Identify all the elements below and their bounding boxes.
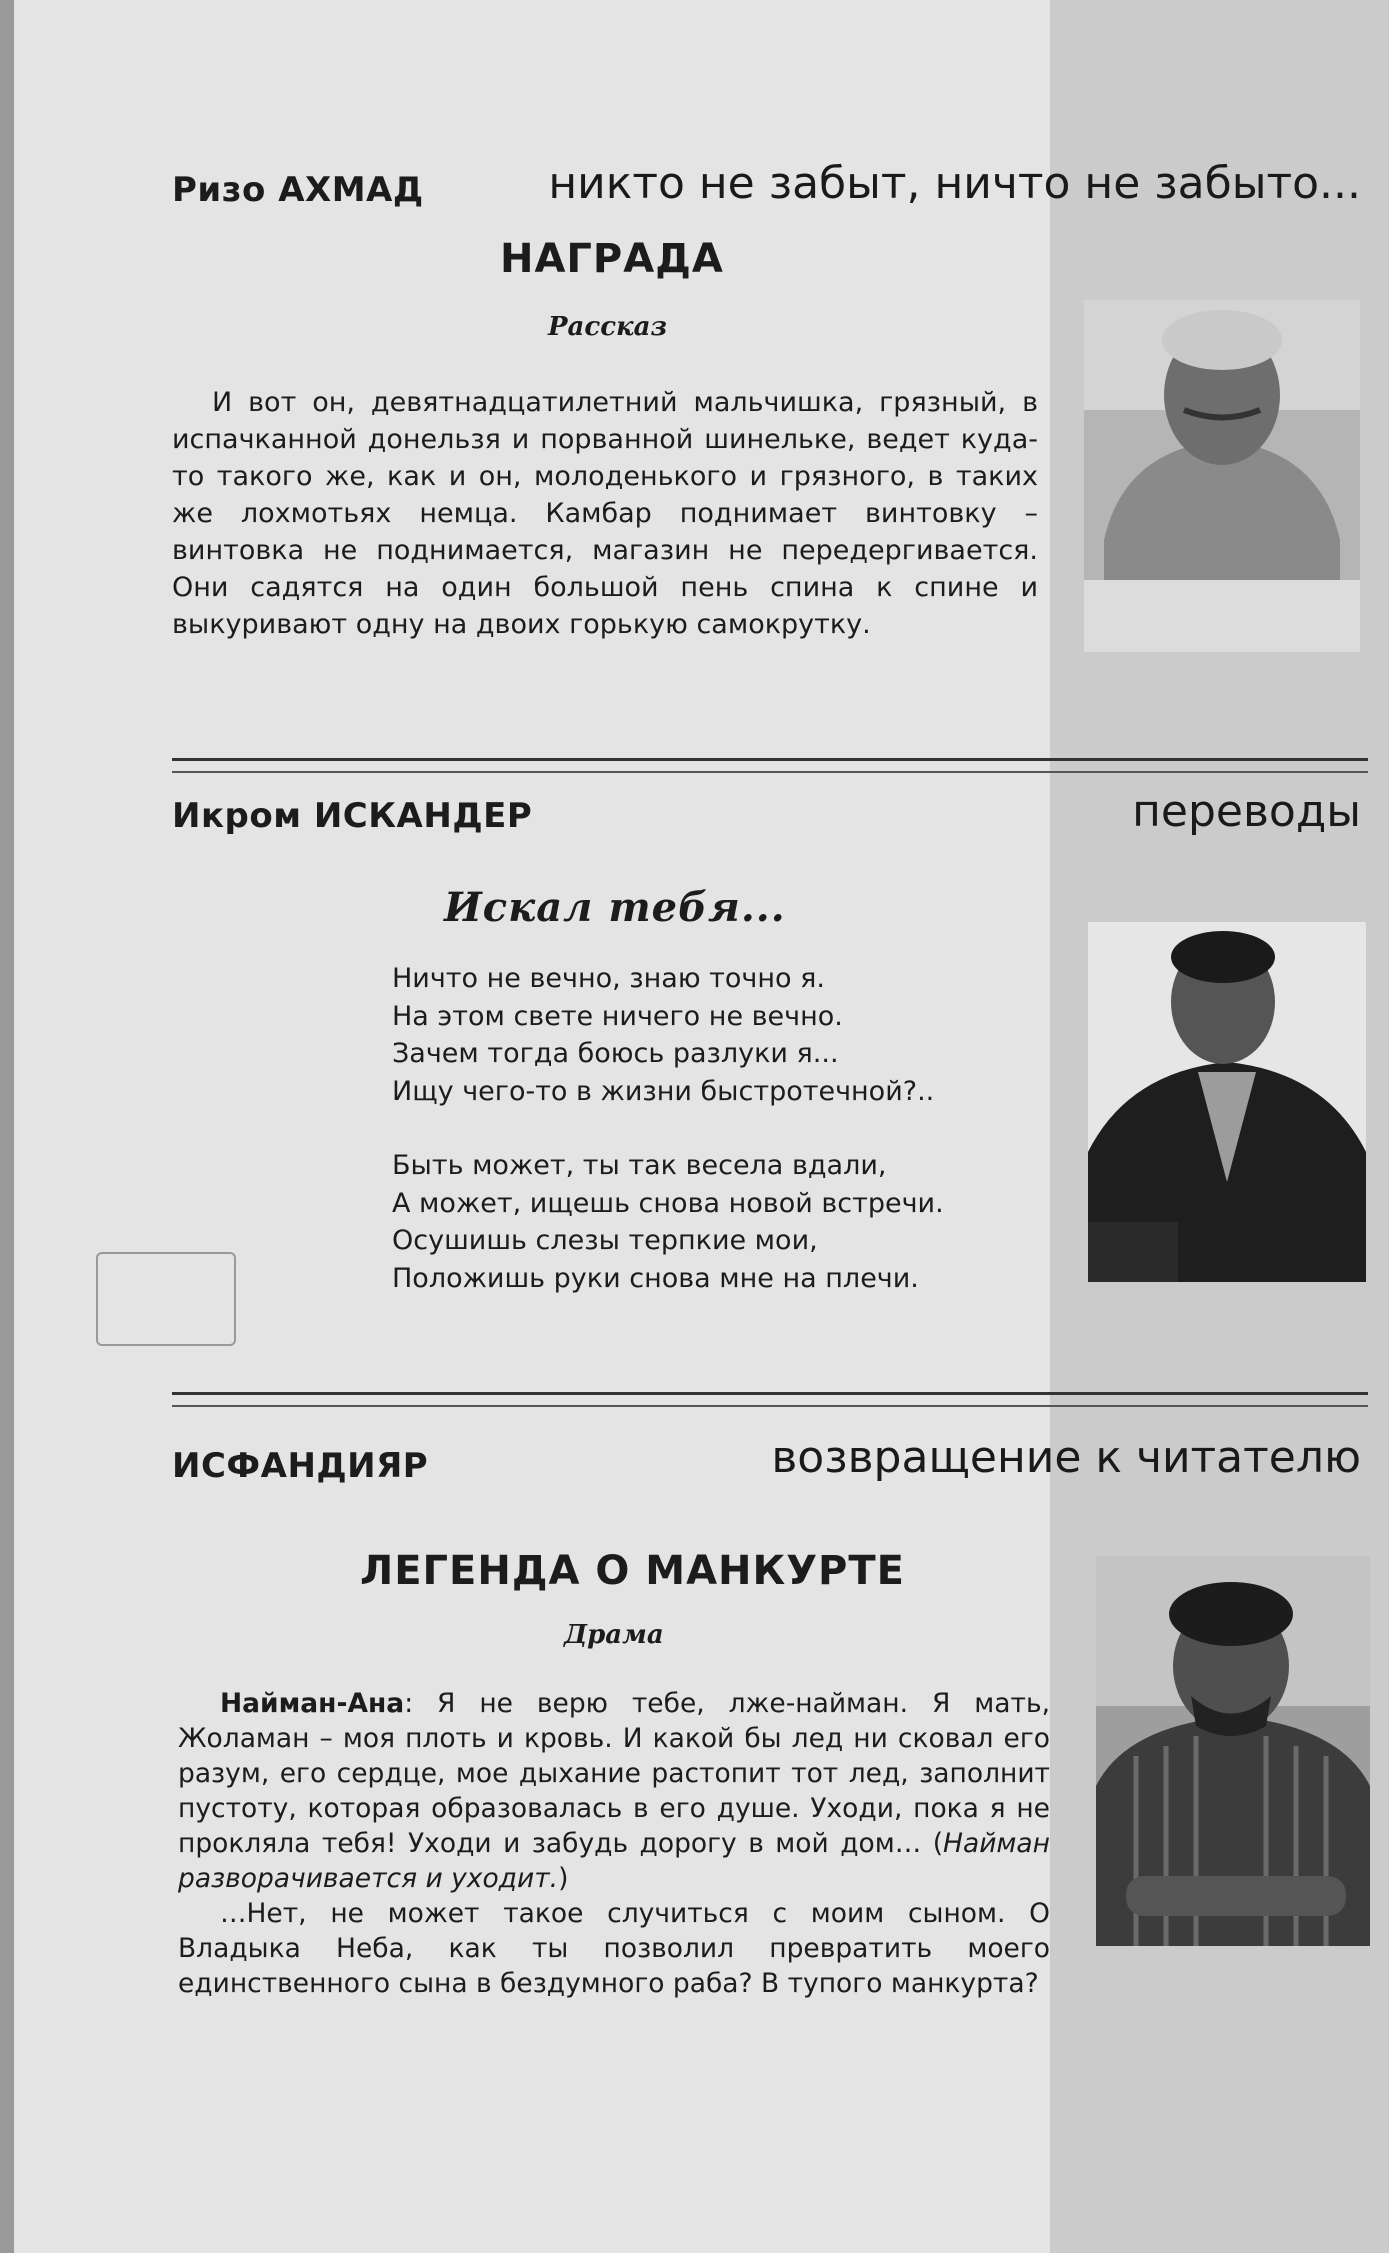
- poem-line: Зачем тогда боюсь разлуки я...: [392, 1038, 839, 1069]
- poem-line: Быть может, ты так весела вдали,: [392, 1150, 887, 1181]
- story-title: НАГРАДА: [500, 236, 724, 282]
- genre-label: Драма: [564, 1620, 664, 1650]
- author-name: Ризо АХМАД: [172, 170, 424, 210]
- stage-direction: Найман разворачивается и уходит.: [178, 1828, 1050, 1894]
- author-name: ИСФАНДИЯР: [172, 1446, 429, 1486]
- poem-line: А может, ищешь снова новой встречи.: [392, 1187, 944, 1219]
- rubric-heading: переводы: [1132, 786, 1361, 837]
- stanza-gap: [392, 1110, 944, 1147]
- poem-line: На этом свете ничего не вечно.: [392, 1000, 843, 1032]
- drama-excerpt: [178, 1686, 1050, 2001]
- author-name: Икром ИСКАНДЕР: [172, 796, 533, 836]
- portrait-illustration: [1096, 1556, 1370, 1946]
- author-photo: [1096, 1556, 1370, 1946]
- section-divider: [172, 758, 1368, 773]
- poem-line: Осушишь слезы терпкие мои,: [392, 1225, 818, 1256]
- author-photo: [1088, 922, 1366, 1282]
- genre-label: Рассказ: [548, 312, 668, 342]
- rubric-heading: возвращение к читателю: [771, 1432, 1361, 1483]
- poem-line: Ищу чего-то в жизни быстротечной?..: [392, 1075, 935, 1107]
- library-stamp: [96, 1252, 236, 1346]
- poem-line: Положишь руки снова мне на плечи.: [392, 1262, 919, 1294]
- continuation-paragraph: …Нет, не может такое случиться с моим сыном. О Владыка Неба, как ты позволил превратить моего единственного сына в бездумного раба? В тупого манкурта?: [178, 1898, 1050, 1999]
- section-divider: [172, 1392, 1368, 1407]
- portrait-illustration: [1084, 300, 1360, 652]
- author-photo: [1084, 300, 1360, 652]
- speaker-name: Найман-Ана: [220, 1688, 405, 1719]
- poem-title: Искал тебя...: [444, 884, 786, 931]
- rubric-heading: никто не забыт, ничто не забыто...: [548, 158, 1361, 209]
- dialogue-paragraph: [178, 1686, 1050, 1896]
- story-excerpt: [172, 384, 1038, 643]
- portrait-illustration: [1088, 922, 1366, 1282]
- story-paragraph: И вот он, девятнадцатилетний мальчишка, грязный, в испачканной донельзя и порванной шинельке, ведет куда-то такого же, как и он, молоденького и грязного, в таких же лохмотьях немца. Камбар поднимает винтовку – винтовка не поднимается, магазин не передергивается. Они садятся на один большой пень спина к спине и выкуривают одну на двоих горькую самокрутку.: [172, 387, 1038, 640]
- poem-body: [392, 960, 944, 1297]
- drama-title: ЛЕГЕНДА О МАНКУРТЕ: [360, 1548, 905, 1594]
- speech-text-end: ): [558, 1863, 569, 1894]
- poem-line: Ничто не вечно, знаю точно я.: [392, 963, 825, 994]
- page-edge-shadow: [0, 0, 14, 2253]
- speech-text: : Я не верю тебе, лже-найман. Я мать, Жоламан – моя плоть и кровь. И какой бы лед ни сковал его разум, его сердце, мое дыхание растопит тот лед, заполнит пустоту, которая образовалась в его душе. Уходи, пока я не прокляла тебя! Уходи и забудь дорогу в мой дом… (: [178, 1688, 1050, 1859]
